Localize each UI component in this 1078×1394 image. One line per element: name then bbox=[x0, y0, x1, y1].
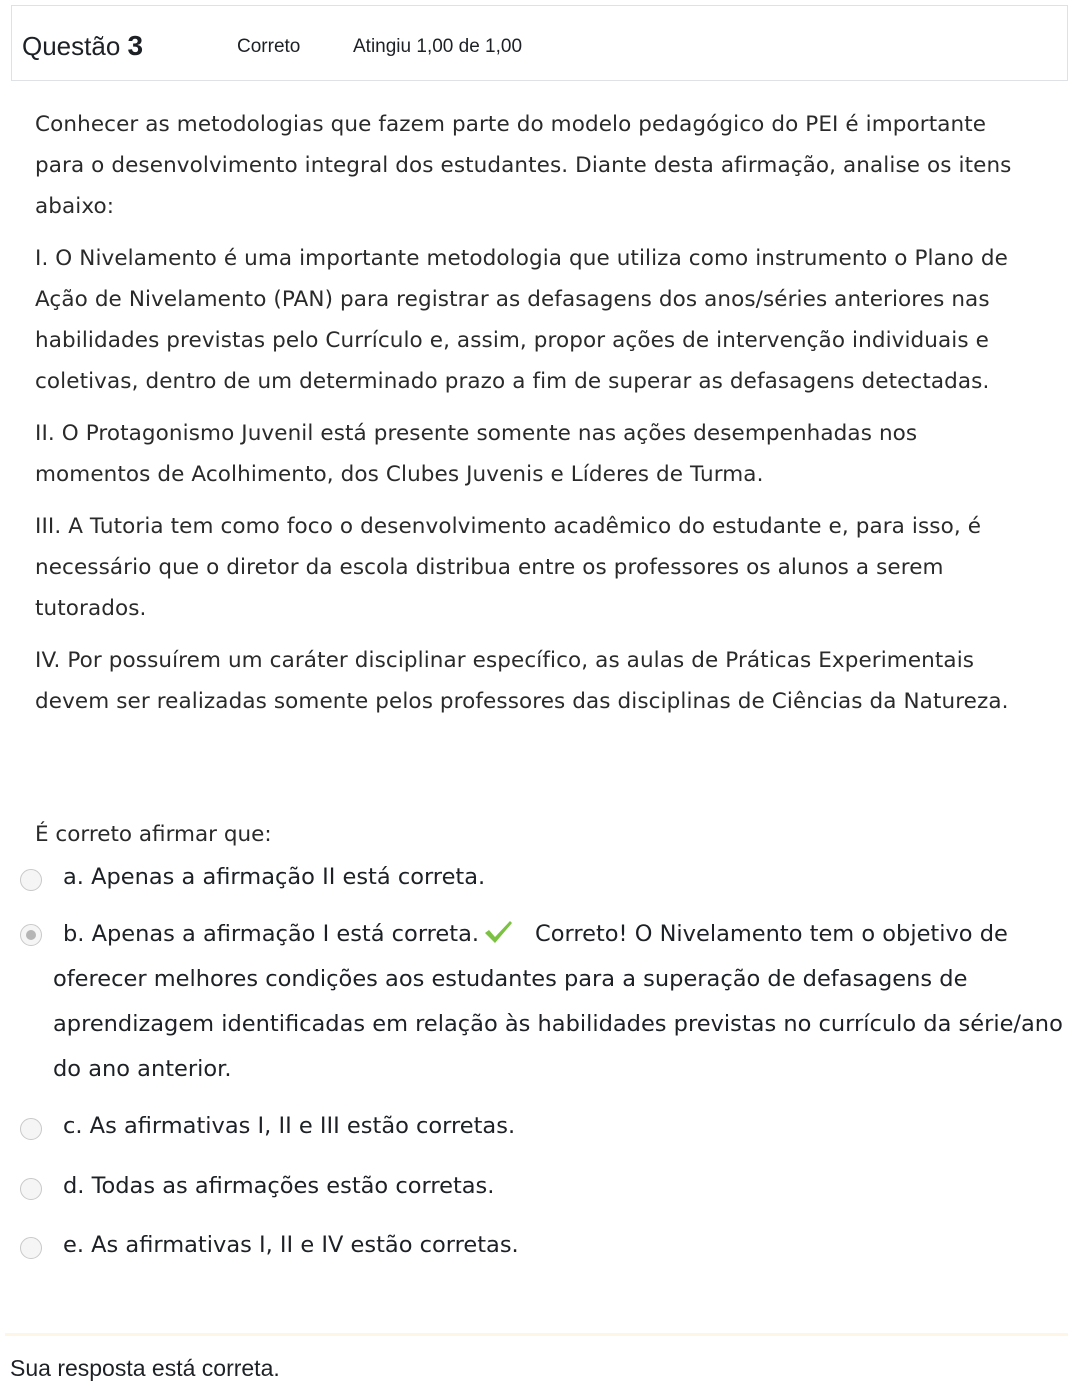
answer-option-b[interactable] bbox=[20, 912, 1070, 1092]
statement-i: I. O Nivelamento é uma importante metodologia que utiliza como instrumento o Plano de Ação de Nivelamento (PAN) para registrar as defasagens dos anos/séries anteriores nas habilidades previstas pelo Currículo e, assim, propor ações de intervenção individuais e coletivas, dentro de um determinado prazo a fim de superar as defasagens detectadas. bbox=[35, 246, 1008, 394]
statement-iii: III. A Tutoria tem como foco o desenvolvimento acadêmico do estudante e, para isso, é necessário que o diretor da escola distribua entre os professores os alunos a serem tutorados. bbox=[35, 514, 982, 621]
radio-button-b[interactable] bbox=[20, 924, 42, 946]
radio-button-e[interactable] bbox=[20, 1237, 42, 1259]
question-intro: Conhecer as metodologias que fazem parte do modelo pedagógico do PEI é importante para o desenvolvimento integral dos estudantes. Diante desta afirmação, analise os itens abaixo: bbox=[35, 112, 1012, 219]
radio-button-d[interactable] bbox=[20, 1178, 42, 1200]
statement-iv: IV. Por possuírem um caráter disciplinar específico, as aulas de Práticas Experimentais devem ser realizadas somente pelos professores das disciplinas de Ciências da Natureza. bbox=[35, 648, 1009, 714]
answer-label-c: c. As afirmativas I, II e III estão corretas. bbox=[63, 1113, 516, 1139]
answer-option-e[interactable] bbox=[20, 1232, 1070, 1262]
answer-option-c[interactable] bbox=[20, 1113, 1070, 1143]
radio-button-c[interactable] bbox=[20, 1118, 42, 1140]
question-state: Correto bbox=[237, 36, 301, 57]
statement-ii: II. O Protagonismo Juvenil está presente somente nas ações desempenhadas nos momentos de Acolhimento, dos Clubes Juvenis e Líderes de Turma. bbox=[35, 421, 918, 487]
radio-button-a[interactable] bbox=[20, 869, 42, 891]
question-label: Questão bbox=[22, 31, 121, 61]
result-message: Sua resposta está correta. bbox=[10, 1355, 280, 1381]
answer-label-a: a. Apenas a afirmação II está correta. bbox=[63, 864, 486, 890]
checkmark-icon bbox=[483, 919, 513, 945]
answer-option-a[interactable] bbox=[20, 864, 1070, 894]
question-text bbox=[35, 104, 1035, 733]
answer-label-d: d. Todas as afirmações estão corretas. bbox=[63, 1173, 495, 1199]
answer-label-b: b. Apenas a afirmação I está correta. bbox=[63, 921, 480, 947]
feedback-divider bbox=[5, 1333, 1068, 1336]
answer-feedback: Correto! O Nivelamento tem o objetivo de oferecer melhores condições aos estudantes para a superação de defasagens de aprendizagem identificadas em relação às habilidades previstas no currículo da série/ano do ano anterior. bbox=[53, 921, 1063, 1082]
question-prompt: É correto afirmar que: bbox=[35, 822, 272, 847]
question-number: 3 bbox=[127, 30, 144, 61]
answer-option-d[interactable] bbox=[20, 1173, 1070, 1203]
question-title bbox=[22, 30, 143, 62]
answer-label-e: e. As afirmativas I, II e IV estão corretas. bbox=[63, 1232, 519, 1258]
question-info-box bbox=[11, 5, 1068, 81]
question-grade: Atingiu 1,00 de 1,00 bbox=[353, 36, 523, 57]
